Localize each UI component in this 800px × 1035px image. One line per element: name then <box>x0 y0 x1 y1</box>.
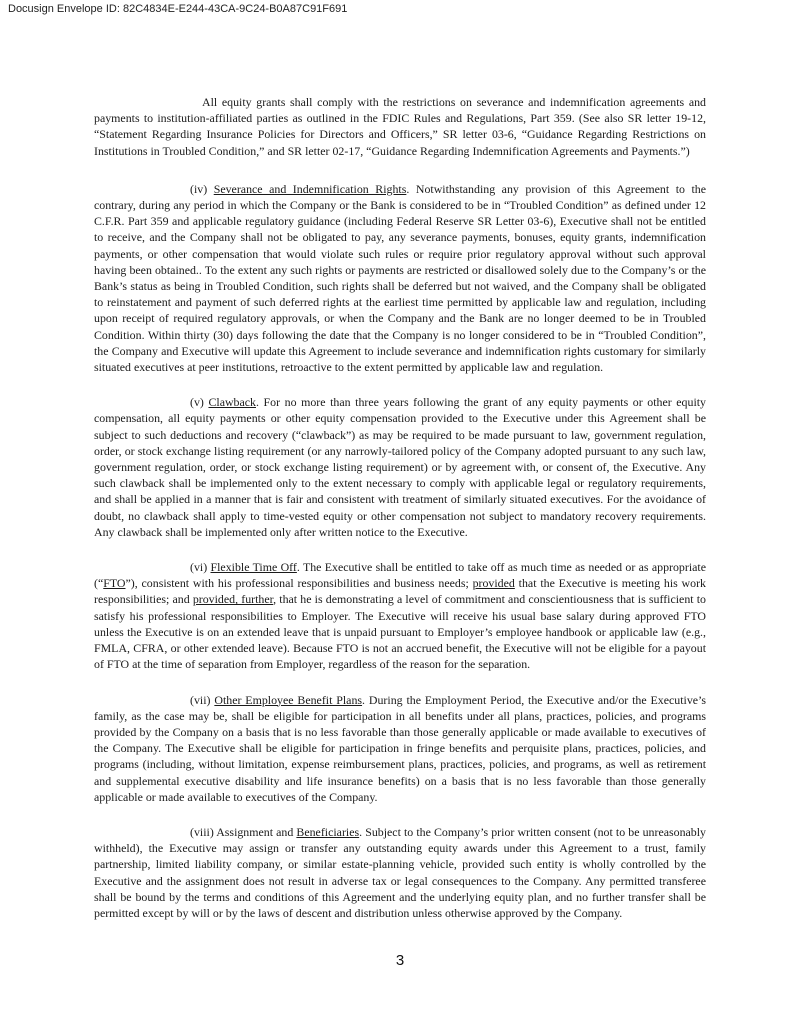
section-number: (v) <box>190 395 209 410</box>
section-heading: Beneficiaries <box>296 824 360 839</box>
page-number: 3 <box>395 952 405 969</box>
section-number: (vi) <box>190 560 211 575</box>
paragraph-assignment-beneficiaries <box>94 824 706 921</box>
term-provided: provided <box>472 576 515 591</box>
document-body <box>94 94 706 921</box>
paragraph-text: that the Executive is meeting his work responsibilities; and <box>94 576 706 607</box>
section-heading: Clawback <box>208 395 256 410</box>
paragraph-text: . Subject to the Company’s prior written consent (not to be unreasonably withheld), the Executive may assign or transfer any outstanding equity awards under this Agreement to a trust, family partnership, limited liability company, or similar estate-planning vehicle, provided such entity is wholly controlled by the Executive and the assignment does not result in adverse tax or legal consequences to the Company. Any permitted transferee shall be bound by the terms and conditions of this Agreement and the underlying equity plan, and no further transfer shall be permitted except by will or by the laws of descent and distribution unless otherwise approved by the Company. <box>94 824 706 920</box>
paragraph-text: All equity grants shall comply with the restrictions on severance and indemnification agreements and payments to institution-affiliated parties as outlined in the FDIC Rules and Regulations, Part 359. (See also SR letter 19-12, “Statement Regarding Insurance Policies for Directors and Officers,” SR letter 03-6, “Guidance Regarding Restrictions on Institutions in Troubled Condition,” and SR letter 02-17, “Guidance Regarding Indemnification Agreements and Payments.”) <box>94 95 706 158</box>
section-number: (iv) <box>190 181 214 196</box>
paragraph-text: . The Executive shall be entitled to take off as much time as needed or as appropriate (“ <box>94 560 706 591</box>
paragraph-text: . During the Employment Period, the Executive and/or the Executive’s family, as the case may be, shall be eligible for participation in all benefits under all plans, practices, policies, and programs provided by the Company on a basis that is no less favorable than those generally applicable or made available to executives of the Company. The Executive shall be eligible for participation in fringe benefits and perquisite plans, practices, policies, and programs (including, without limitation, expense reimbursement plans, practices, policies, and programs, as well as retirement and supplemental executive disability and life insurance benefits) on a basis that is no less favorable than those generally applicable or made available to executives of the Company. <box>94 692 707 804</box>
paragraph-text: ”), consistent with his professional responsibilities and business needs; <box>125 576 473 591</box>
paragraph-clawback <box>94 394 706 540</box>
section-heading: Other Employee Benefit Plans <box>214 692 363 707</box>
section-number: (vii) <box>190 692 215 707</box>
paragraph-text: , that he is demonstrating a level of commitment and conscientiousness that is sufficient to satisfy his professional responsibilities to Employer. The Executive will receive his usual base salary during approved FTO unless the Executive is on an extended leave that is unpaid pursuant to Employer’s employee handbook or applicable law (e.g., FMLA, CFRA, or other extended leave). Because FTO is not an accrued benefit, the Executive will not be eligible for a payout of FTO at the time of separation from Employer, regardless of the reason for the separation. <box>94 592 706 672</box>
paragraph-text: . For no more than three years following the grant of any equity payments or other equity compensation, all equity payments or other equity compensation provided to the Executive under this Agreement shall be subject to such deductions and recovery (“clawback”) as may be required to be made pursuant to law, government regulation, order, or stock exchange listing requirement (or any narrowly-tailored policy of the Company adopted pursuant to any such law, government regulation, order, or stock exchange listing requirement) or by agreement with, or consent of, the Executive. Any such clawback shall be implemented only to the extent necessary to comply with applicable legal or regulatory requirements, and shall be applied in a manner that is fair and consistent with treatment of similarly situated executives. For the avoidance of doubt, no clawback shall apply to time-vested equity or other compensation not subject to mandatory recovery requirements. Any clawback shall be implemented only after written notice to the Executive. <box>94 395 706 539</box>
paragraph-severance-indemnification <box>94 181 706 375</box>
section-heading: Severance and Indemnification Rights <box>213 181 407 196</box>
paragraph-text: . Notwithstanding any provision of this Agreement to the contrary, during any period in which the Company or the Bank is considered to be in “Troubled Condition” as defined under 12 C.F.R. Part 359 and applicable regulatory guidance (including Federal Reserve SR Letter 03-6), Executive shall not be entitled to receive, and the Company shall not be obligated to pay, any severance payments, bonuses, equity grants, indemnification payments, or other compensation that would violate such rules or require prior regulatory approval without such approval having been obtained.. To the extent any such rights or payments are restricted or disallowed solely due to the Company’s or the Bank’s status as being in Troubled Condition, such rights shall be deferred but not waived, and the Company shall be obligated to reinstatement and payment of such deferred rights at the earliest time permitted by applicable law and regulation, including upon receipt of required regulatory approvals, or when the Company and the Bank are no longer deemed to be in Troubled Condition. Within thirty (30) days following the date that the Company is no longer considered to be in “Troubled Condition”, the Company and Executive will update this Agreement to include severance and indemnification rights customary for similarly situated executives at peer institutions, retroactive to the extent permitted by applicable law and regulation. <box>94 181 707 375</box>
term-provided-further: provided, further <box>192 592 274 607</box>
paragraph-equity-grants <box>94 94 706 159</box>
paragraph-flexible-time-off <box>94 559 706 672</box>
docusign-envelope-id: Docusign Envelope ID: 82C4834E-E244-43CA-9C24-B0A87C91F691 <box>8 3 348 15</box>
section-number: (viii) Assignment and <box>190 824 297 839</box>
section-heading: Flexible Time Off <box>210 560 297 575</box>
defined-term-fto: FTO <box>103 576 126 591</box>
paragraph-other-benefit-plans <box>94 692 706 805</box>
